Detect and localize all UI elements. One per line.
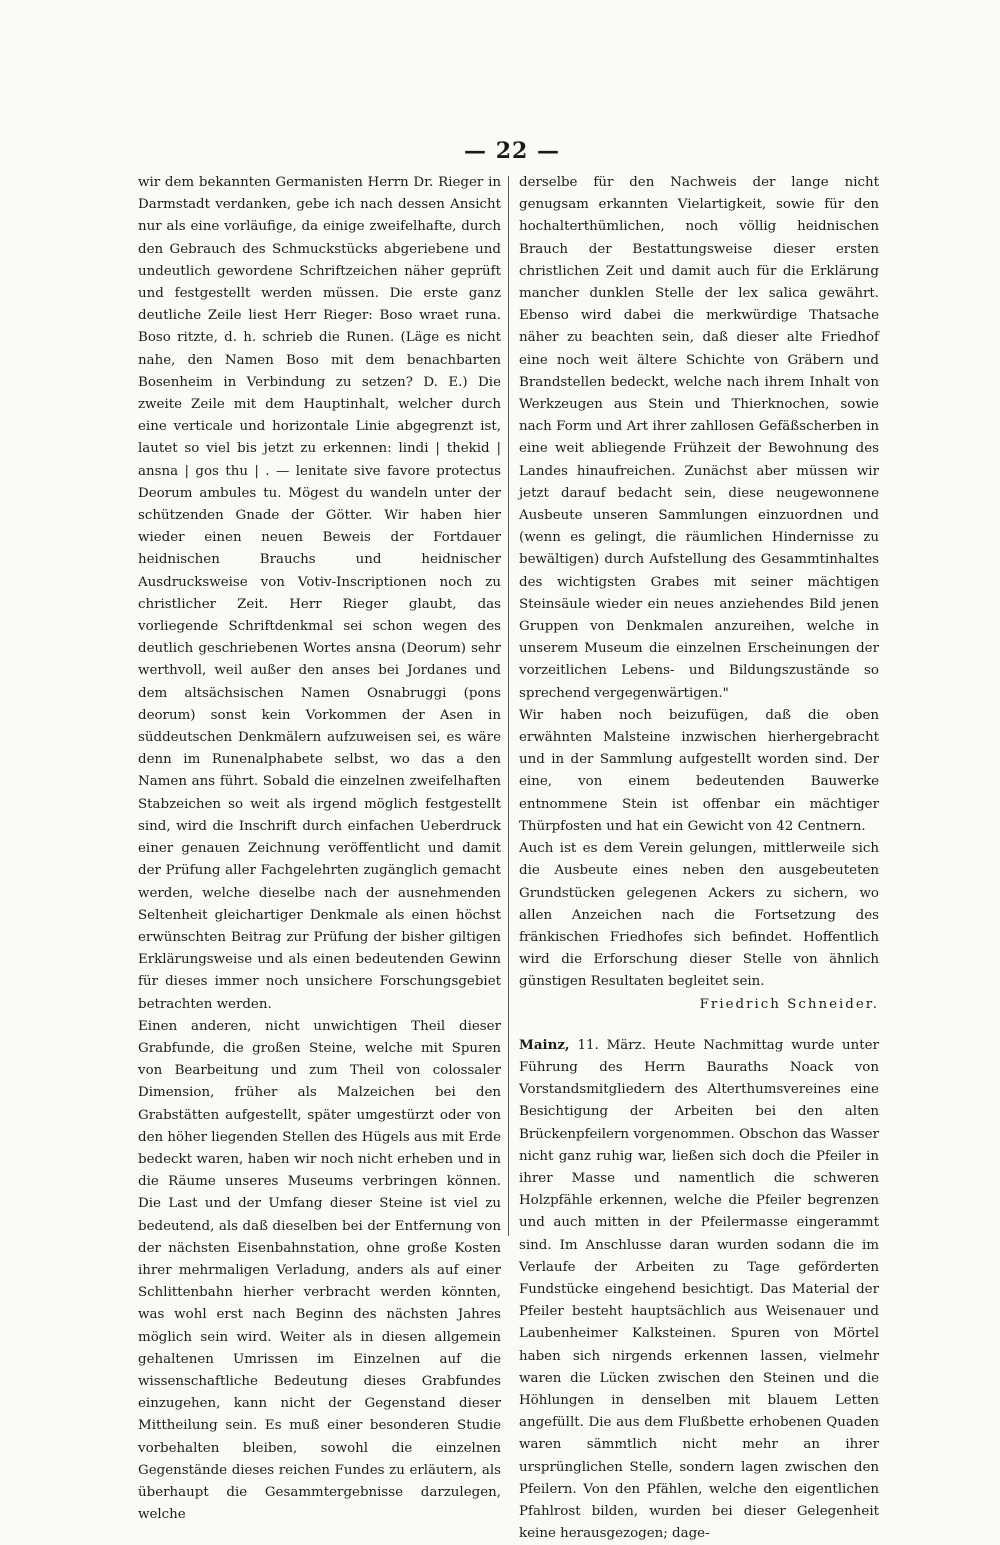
right-paragraph-4 [519,1034,879,1545]
dateline-text: 11. März. Heute Nachmittag wurde unter Führung des Herrn Bauraths Noack von Vorstandsmitgliedern des Alterthumsvereines eine Besichtigung der Arbeiten bei den alten Brückenpfeilern vorgenommen. Obschon das Wasser nicht ganz ruhig war, ließen sich doch die Pfeiler in ihrer Masse und namentlich die schweren Holzpfähle erkennen, welche die Pfeiler begrenzen und auch mitten in der Pfeilermasse eingerammt sind. Im Anschlusse daran wurden sodann die im Verlaufe der Arbeiten zu Tage geförderten Fundstücke eingehend besichtigt. Das Material der Pfeiler besteht hauptsächlich aus Weisenauer und Laubenheimer Kalksteinen. Spuren von Mörtel haben sich nirgends erkennen lassen, vielmehr waren die Lücken zwischen den Steinen und die Höhlungen in denselben mit blauem Letten angefüllt. Die aus dem Flußbette erhobenen Quaden waren sämmtlich nicht mehr an ihrer ursprünglichen Stelle, sondern lagen zwischen den Pfeilern. Von den Pfählen, welche den eigentlichen Pfahlrost bilden, wurden bei dieser Gelegenheit keine herausgezogen; dage- [519,1037,879,1542]
left-paragraph-1: wir dem bekannten Germanisten Herrn Dr. Rieger in Darmstadt verdanken, gebe ich nach dessen Ansicht nur als eine vorläufige, da einige zweifelhafte, durch den Gebrauch des Schmuckstücks abgeriebene und undeutlich gewordene Schriftzeichen näher geprüft und festgestellt werden müssen. Die erste ganz deutliche Zeile liest Herr Rieger: Boso wraet runa. Boso ritzte, d. h. schrieb die Runen. (Läge es nicht nahe, den Namen Boso mit dem benachbarten Bosenheim in Verbindung zu setzen? D. E.) Die zweite Zeile mit dem Hauptinhalt, welcher durch eine verticale und horizontale Linie abgegrenzt ist, lautet so viel bis jetzt zu erkennen: lindi | thekid | ansna | gos thu | . — lenitate sive favore protectus Deorum ambules tu. Mögest du wandeln unter der schützenden Gnade der Götter. Wir haben hier wieder einen neuen Beweis der Fortdauer heidnischen Brauchs und heidnischer Ausdrucksweise von Votiv-Inscriptionen noch zu christlicher Zeit. Herr Rieger glaubt, das vorliegende Schriftdenkmal sei schon wegen des deutlich geschriebenen Wortes ansna (Deorum) sehr werthvoll, weil außer den anses bei Jordanes und dem altsächsischen Namen Osnabruggi (pons deorum) sonst kein Vorkommen der Asen in süddeutschen Denkmälern aufzuweisen sei, es wäre denn im Runenalphabete selbst, wo das a den Namen ans führt. Sobald die einzelnen zweifelhaften Stabzeichen so weit als irgend möglich festgestellt sind, wird die Inschrift durch einfachen Ueberdruck einer genauen Zeichnung veröffentlicht und damit der Prüfung aller Fachgelehrten zugänglich gemacht werden, welche dieselbe nach der ausnehmenden Seltenheit gleichartiger Denkmale als einen höchst erwünschten Beitrag zur Prüfung der bisher giltigen Erklärungsweise und als einen bedeutenden Gewinn für dieses immer noch unsichere Forschungsgebiet betrachten werden. [138,175,501,1012]
column-divider [508,176,509,1236]
right-paragraph-3: Auch ist es dem Verein gelungen, mittlerweile sich die Ausbeute eines neben den ausgebeuteten Grundstücken gelegenen Ackers zu sichern, wo allen Anzeichen nach die Fortsetzung des fränkischen Friedhofes sich befindet. Hoffentlich wird die Erforschung dieser Stelle von ähnlich günstigen Resultaten begleitet sein. [519,841,879,990]
right-paragraph-2: Wir haben noch beizufügen, daß die oben erwähnten Malsteine inzwischen hierhergebracht und in der Sammlung aufgestellt worden sind. Der eine, von einem bedeutenden Bauwerke entnommene Stein ist offenbar ein mächtiger Thürpfosten und hat ein Gewicht von 42 Centnern. [519,707,879,834]
left-column [138,172,501,1526]
page-number: — 22 — [464,138,560,164]
author-signature: Friedrich Schneider. [699,996,879,1012]
right-column [519,172,879,1545]
right-paragraph-1: derselbe für den Nachweis der lange nicht genugsam erkannten Vielartigkeit, sowie für den hochalterthümlichen, noch völlig heidnischen Brauch der Bestattungsweise dieser ersten christlichen Zeit und damit auch für die Erklärung mancher dunklen Stelle der lex salica gewährt. Ebenso wird dabei die merkwürdige Thatsache näher zu beachten sein, daß dieser alte Friedhof eine noch weit ältere Schichte von Gräbern und Brandstellen bedeckt, welche nach ihrem Inhalt von Werkzeugen aus Stein und Thierknochen, sowie nach Form und Art ihrer zahllosen Gefäßscherben in eine weit abliegende Frühzeit der Bewohnung des Landes hinaufreichen. Zunächst aber müssen wir jetzt darauf bedacht sein, diese neugewonnene Ausbeute unseren Sammlungen einzuordnen und (wenn es gelingt, die räumlichen Hindernisse zu bewältigen) durch Aufstellung des Gesammtinhaltes des wichtigsten Grabes mit seiner mächtigen Steinsäule wieder ein neues anziehendes Bild jenen Gruppen von Denkmalen anzureihen, welche in unserem Museum die einzelnen Erscheinungen der vorzeitlichen Lebens- und Bildungszustände so sprechend vergegenwärtigen." [519,175,879,701]
dateline-place: Mainz, [519,1036,570,1053]
left-paragraph-2: Einen anderen, nicht unwichtigen Theil dieser Grabfunde, die großen Steine, welche mit Spuren von Bearbeitung und zum Theil von colossaler Dimension, früher als Malzeichen bei den Grabstätten aufgestellt, später umgestürzt oder von den höher liegenden Stellen des Hügels aus mit Erde bedeckt waren, haben wir noch nicht erheben und in die Räume unseres Museums verbringen können. Die Last und der Umfang dieser Steine ist viel zu bedeutend, als daß dieselben bei der Entfernung von der nächsten Eisenbahnstation, ohne große Kosten ihrer mehrmaligen Verladung, anders als auf einer Schlittenbahn hierher verbracht werden könnten, was wohl erst nach Beginn des nächsten Jahres möglich sein wird. Weiter als in diesen allgemein gehaltenen Umrissen im Einzelnen auf die wissenschaftliche Bedeutung dieses Grabfundes einzugehen, kann nicht der Gegenstand dieser Mittheilung sein. Es muß einer besonderen Studie vorbehalten bleiben, sowohl die einzelnen Gegenstände dieses reichen Fundes zu erläutern, als überhaupt die Gesammtergebnisse darzulegen, welche [138,1018,501,1523]
